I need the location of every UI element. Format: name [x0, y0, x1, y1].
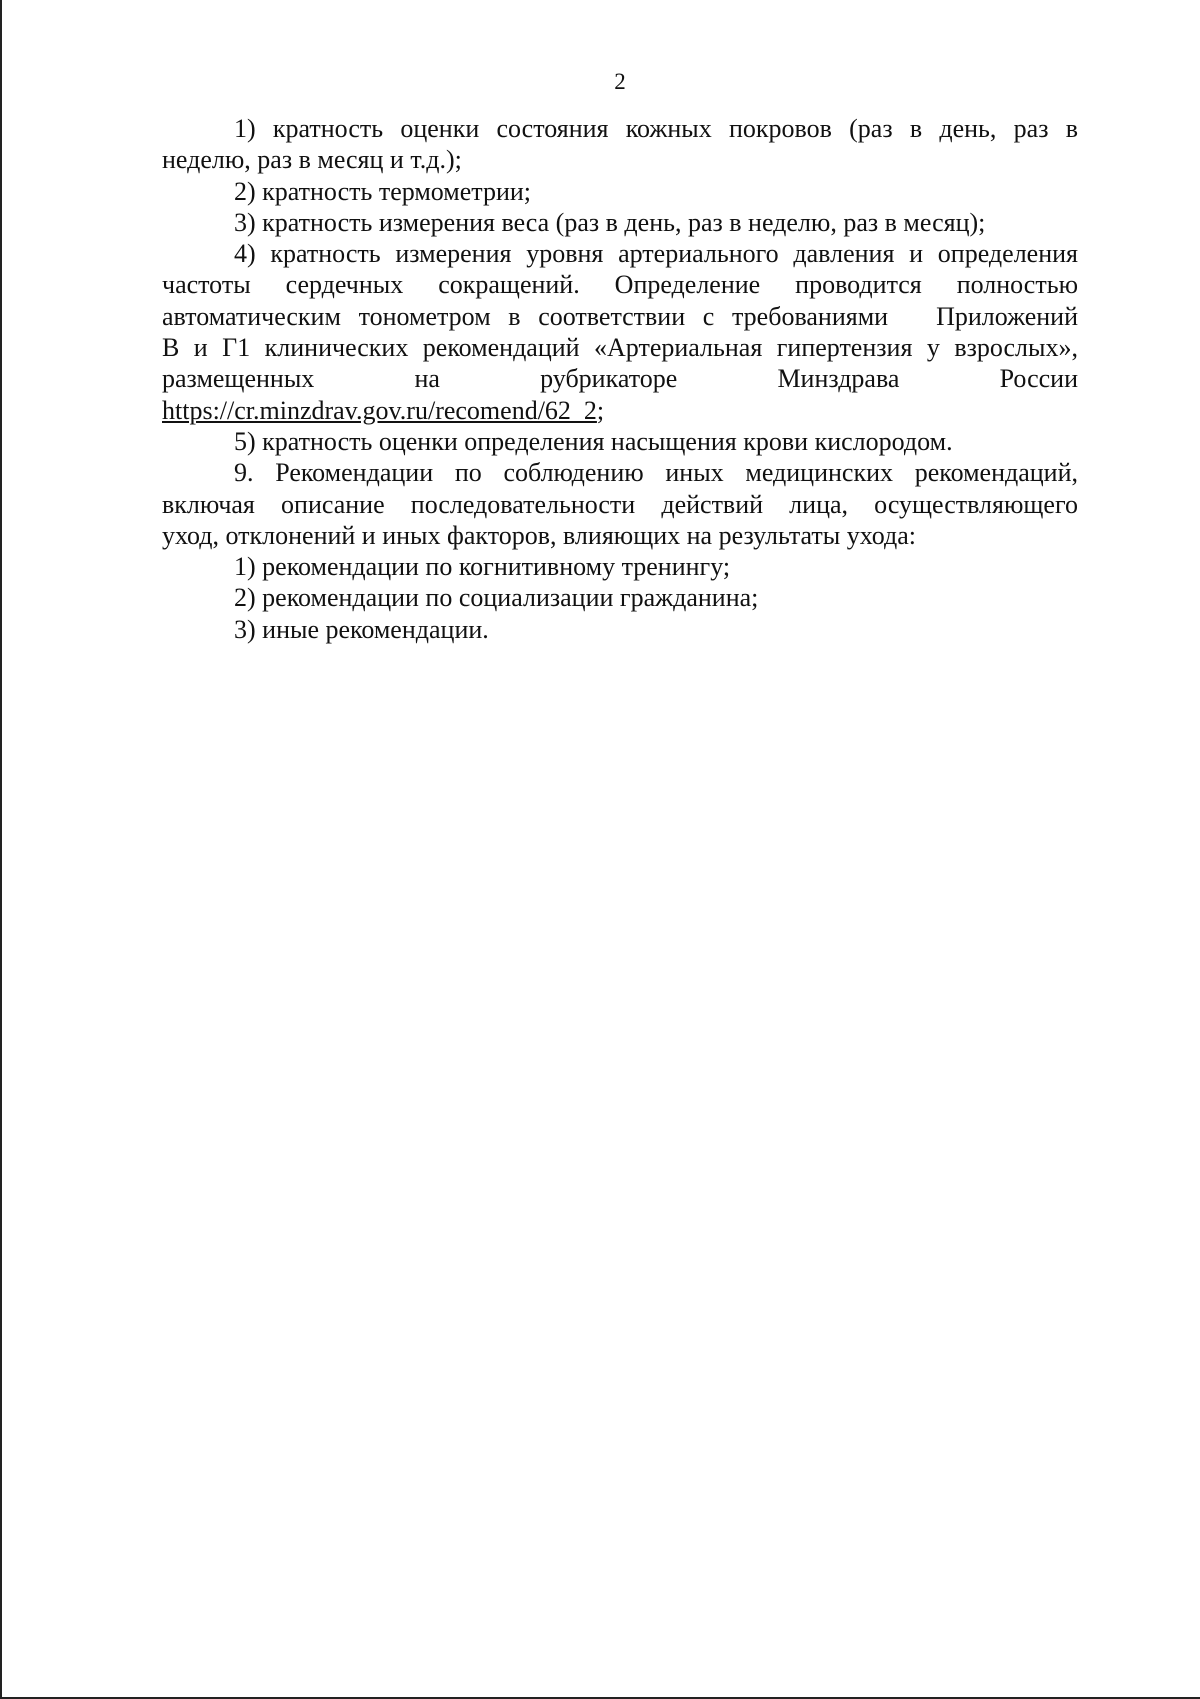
minzdrav-link[interactable]: https://cr.minzdrav.gov.ru/recomend/62_2 [162, 395, 597, 425]
section9-item3: 3) иные рекомендации. [234, 614, 489, 644]
scan-edge-left [0, 0, 2, 1699]
item4-line4: В и Г1 клинических рекомендаций «Артериальная гипертензия у взрослых», [162, 333, 1078, 363]
section9-item2: 2) рекомендации по социализации гражданина; [234, 583, 759, 613]
item4-line3 [162, 301, 1078, 332]
item3-line: 3) кратность измерения веса (раз в день, раз в неделю, раз в месяц); [234, 207, 986, 237]
document-body [162, 113, 1078, 645]
item2-line: 2) кратность термометрии; [234, 176, 532, 206]
item1-line2: неделю, раз в месяц и т.д.); [162, 145, 462, 175]
section9-item1: 1) рекомендации по когнитивному тренингу; [234, 552, 731, 582]
item1-line1: 1) кратность оценки состояния кожных покровов (раз в день, раз в [234, 114, 1078, 143]
section9-line2: включая описание последовательности действий лица, осуществляющего [162, 489, 1078, 519]
item4-line5: размещенных на рубрикаторе Минздрава России [162, 364, 1078, 394]
item4-link-suffix: ; [596, 395, 605, 425]
item5-line: 5) кратность оценки определения насыщения крови кислородом. [234, 426, 953, 456]
item4-line2: частоты сердечных сокращений. Определение проводится полностью [162, 270, 1078, 300]
item4-line1: 4) кратность измерения уровня артериального давления и определения [234, 239, 1078, 269]
section9-line3: уход, отклонений и иных факторов, влияющих на результаты ухода: [162, 520, 916, 550]
item4-line6 [162, 395, 1078, 426]
page-number: 2 [614, 69, 626, 94]
item4-line3-left: автоматическим тонометром в соответствии с требованиями [162, 301, 889, 331]
item4-line3-right: Приложений [936, 301, 1078, 331]
section9-line1: 9. Рекомендации по соблюдению иных медицинских рекомендаций, [234, 458, 1078, 488]
